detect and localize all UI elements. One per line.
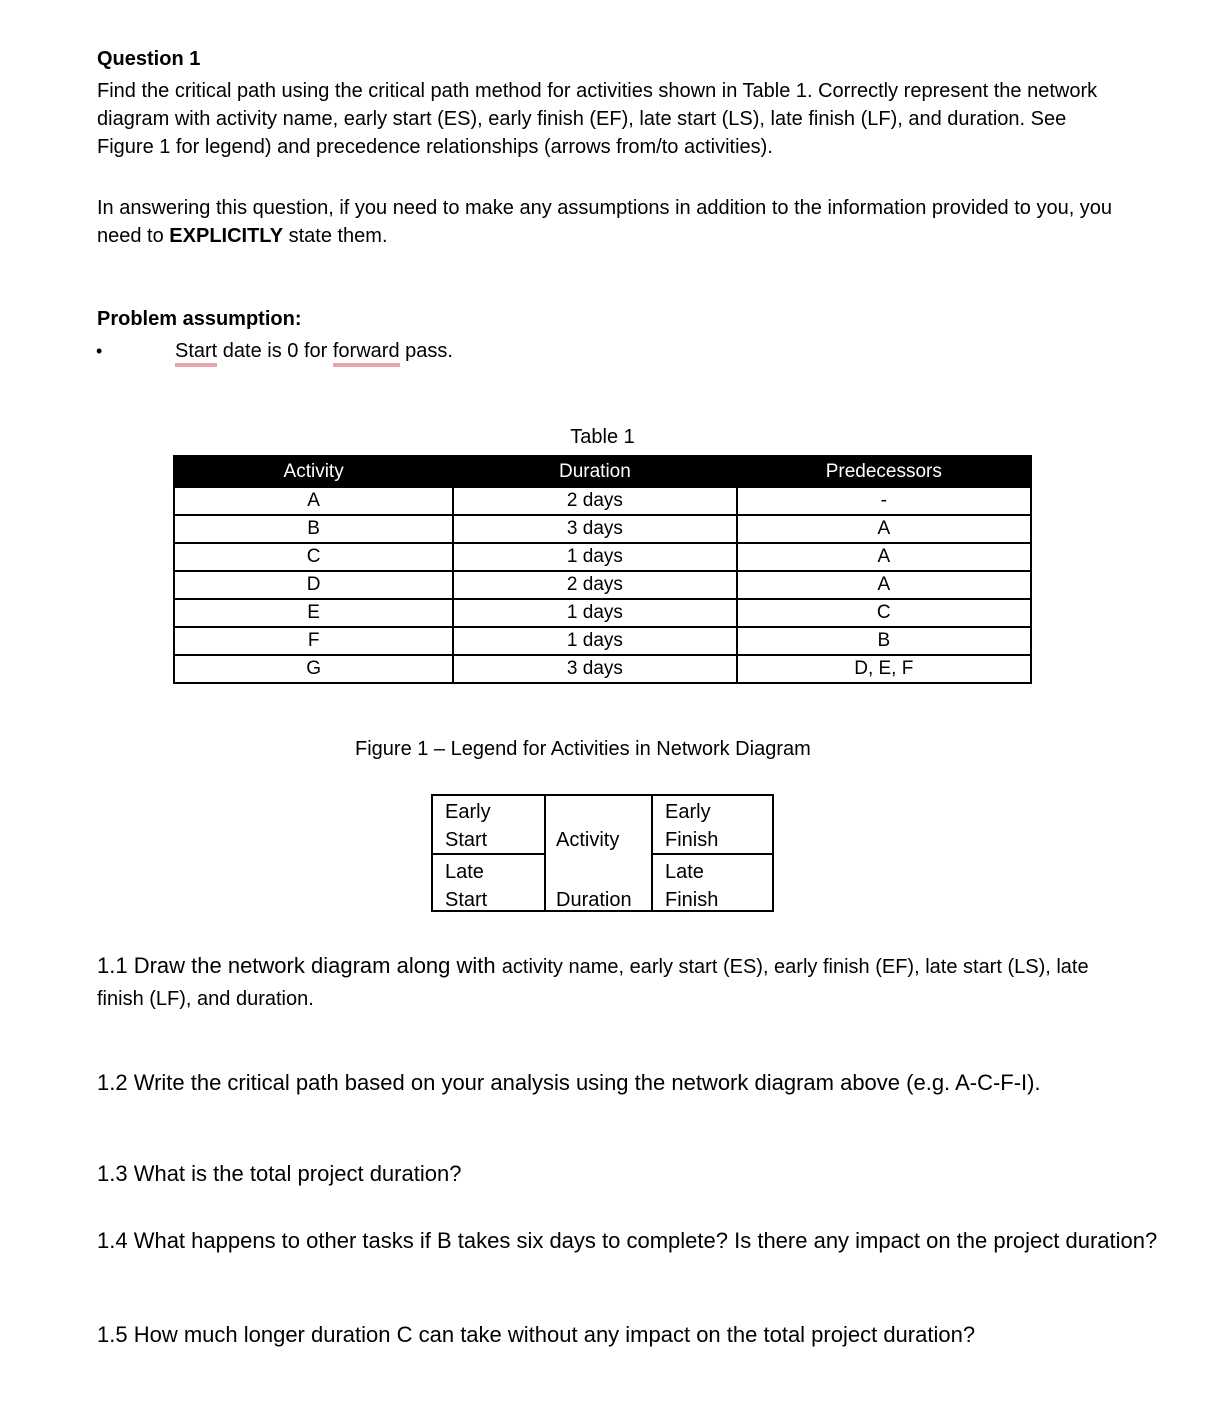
cell-activity: A: [174, 487, 453, 515]
spellcheck-word-start: Start: [175, 340, 217, 367]
table-row: [174, 571, 1031, 599]
assumption-item-end: pass.: [399, 340, 453, 362]
spellcheck-word-forward: forward: [333, 340, 400, 367]
cell-predecessors: A: [737, 571, 1031, 599]
problem-assumption-label: Problem assumption:: [97, 308, 302, 330]
cell-predecessors: C: [737, 599, 1031, 627]
question-1-4: 1.4 What happens to other tasks if B takes six days to complete? Is there any impact on the project duration?: [97, 1228, 1158, 1253]
assumption-emphasis: EXPLICITLY: [169, 225, 284, 247]
table-row: [174, 543, 1031, 571]
cell-duration: 2 days: [453, 487, 736, 515]
cell-activity: E: [174, 599, 453, 627]
legend-activity: Activity: [556, 829, 620, 851]
header-duration: Duration: [453, 456, 736, 487]
header-predecessors: Predecessors: [737, 456, 1031, 487]
assumption-prefix: In answering this question, if you need to make any assumptions in addition to the information provided to you, you need to: [97, 197, 1113, 247]
legend-box: [431, 794, 774, 912]
cell-duration: 3 days: [453, 655, 736, 683]
question-1-5: 1.5 How much longer duration C can take without any impact on the total project duration?: [97, 1322, 976, 1347]
assumption-suffix: state them.: [283, 225, 388, 247]
legend-early-start: Early Start: [445, 801, 491, 851]
table-header-row: [174, 456, 1031, 487]
cell-predecessors: A: [737, 543, 1031, 571]
cell-predecessors: B: [737, 627, 1031, 655]
legend-late-start: Late Start: [445, 861, 488, 911]
legend-divider-1: [544, 796, 546, 910]
cell-duration: 1 days: [453, 627, 736, 655]
cell-activity: D: [174, 571, 453, 599]
table-row: [174, 487, 1031, 515]
table-row: [174, 599, 1031, 627]
legend-early-finish: Early Finish: [665, 801, 719, 851]
table-row: [174, 627, 1031, 655]
legend-duration: Duration: [556, 889, 632, 911]
question-1-2: 1.2 Write the critical path based on your analysis using the network diagram above (e.g. A-C-F-I).: [97, 1070, 1041, 1095]
assumption-item-mid: date is 0 for: [217, 340, 333, 362]
cell-predecessors: A: [737, 515, 1031, 543]
table-row: [174, 655, 1031, 683]
activity-table: [173, 455, 1032, 684]
bullet-icon: •: [96, 341, 103, 361]
table-caption: Table 1: [570, 426, 635, 448]
question-1-1-lead: 1.1 Draw the network diagram along with: [97, 953, 502, 978]
table-row: [174, 515, 1031, 543]
question-1-1: [97, 950, 1137, 1015]
cell-duration: 2 days: [453, 571, 736, 599]
cell-activity: C: [174, 543, 453, 571]
assumption-instruction: [97, 194, 1147, 250]
question-title: Question 1: [97, 48, 201, 70]
cell-duration: 3 days: [453, 515, 736, 543]
question-intro: Find the critical path using the critical path method for activities shown in Table 1. Correctly represent the network diagram with activity name, early start (ES), early finish (EF), late start (LS), late finish (LF), and duration. See Figure 1 for legend) and precedence relationships (arrows from/to activities).: [97, 80, 1098, 158]
cell-duration: 1 days: [453, 543, 736, 571]
problem-assumption-item: [175, 340, 453, 363]
cell-activity: G: [174, 655, 453, 683]
cell-predecessors: -: [737, 487, 1031, 515]
header-activity: Activity: [174, 456, 453, 487]
cell-activity: B: [174, 515, 453, 543]
cell-activity: F: [174, 627, 453, 655]
cell-predecessors: D, E, F: [737, 655, 1031, 683]
question-1-1-rest: activity name, early start (ES), early finish (EF), late start (LS), late finish (LF), and duration.: [97, 956, 1089, 1010]
legend-late-finish: Late Finish: [665, 861, 719, 911]
question-1-3: 1.3 What is the total project duration?: [97, 1161, 462, 1186]
figure-caption: Figure 1 – Legend for Activities in Network Diagram: [355, 738, 811, 760]
cell-duration: 1 days: [453, 599, 736, 627]
